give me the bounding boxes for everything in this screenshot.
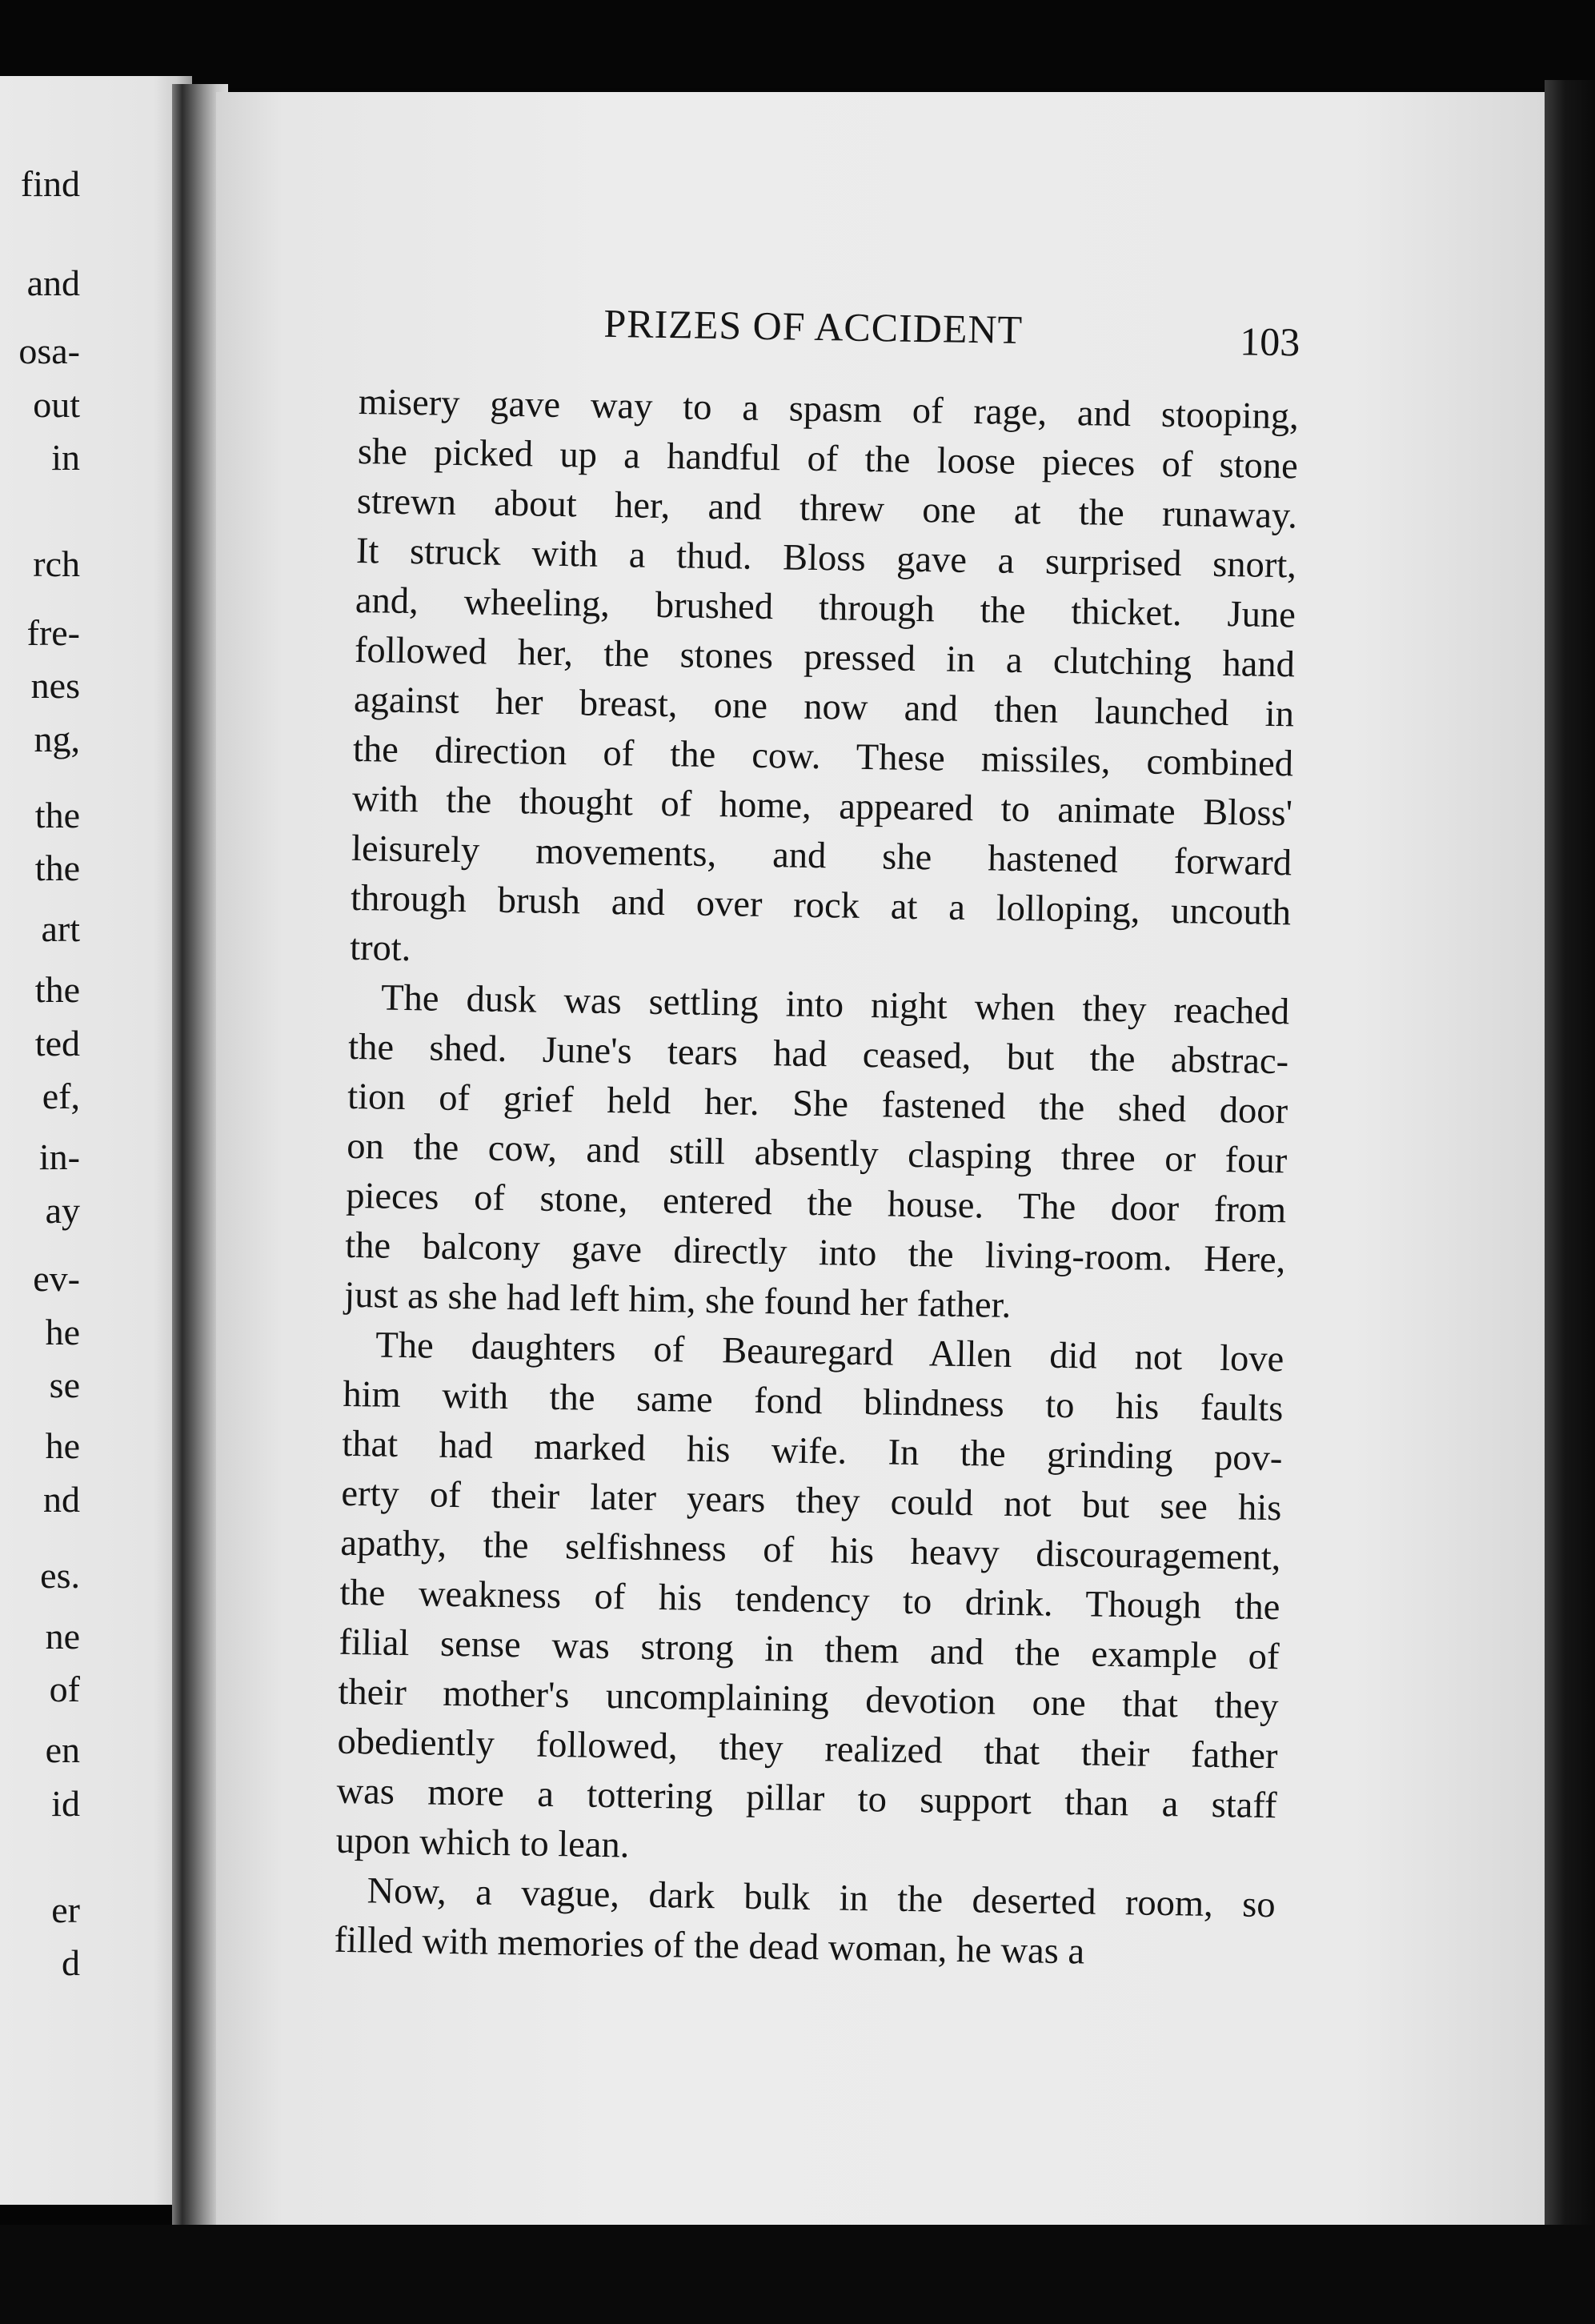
previous-page-fragment: and: [26, 262, 80, 303]
previous-page-fragment: the: [34, 795, 80, 835]
text-line: the direction of the cow. These missiles, combined: [352, 728, 1294, 785]
running-title: PRIZES OF ACCIDENT: [603, 300, 1024, 353]
previous-page-fragment: nes: [30, 665, 80, 706]
scan-top-border: [0, 0, 1595, 88]
text-line: The daughters of Beauregard Allen did not love: [375, 1324, 1284, 1380]
running-head: [359, 296, 1300, 375]
text-line: that had marked his wife. In the grinding pov-: [342, 1423, 1283, 1480]
previous-page-fragment: art: [41, 908, 80, 949]
page-content: [334, 296, 1300, 1980]
text-line: obediently followed, they realized that their father: [337, 1721, 1278, 1777]
text-line: with the thought of home, appeared to animate Bloss': [351, 778, 1293, 835]
text-line: filled with memories of the dead woman, he was a: [334, 1919, 1085, 1973]
previous-page-fragment: he: [45, 1425, 80, 1466]
text-line: him with the same fond blindness to his faults: [343, 1373, 1284, 1430]
text-line: on the cow, and still absently clasping three or four: [346, 1125, 1288, 1182]
previous-page-fragment: es.: [40, 1555, 80, 1596]
page-number: 103: [1239, 319, 1300, 365]
text-line: It struck with a thud. Bloss gave a surprised snort,: [355, 530, 1297, 587]
previous-page-fragment: id: [51, 1783, 80, 1824]
previous-page-fragment: out: [33, 384, 80, 425]
text-line: filial sense was strong in them and the example of: [339, 1621, 1280, 1678]
previous-page-fragment: the: [34, 847, 80, 888]
previous-page-fragment: the: [34, 969, 80, 1010]
previous-page-fragment: d: [62, 1942, 80, 1983]
previous-page-fragment: he: [45, 1312, 80, 1352]
text-line: the shed. June's tears had ceased, but the abstrac-: [347, 1026, 1289, 1083]
previous-page-fragment: nd: [43, 1479, 80, 1520]
text-line: she picked up a handful of the loose pieces of stone: [357, 431, 1299, 487]
previous-page-fragment: osa-: [18, 331, 80, 371]
previous-page-fragment: in: [51, 437, 80, 478]
previous-page-fragment: ef,: [42, 1076, 80, 1116]
previous-page-fragment: ev-: [33, 1258, 80, 1299]
text-line: and, wheeling, brushed through the thicket. June: [355, 579, 1296, 636]
previous-page-fragment: ne: [45, 1616, 80, 1657]
previous-page-fragment: ng,: [34, 719, 80, 759]
previous-page-fragments: [0, 76, 192, 2205]
body-text: [334, 378, 1299, 1980]
previous-page-fragment: en: [45, 1729, 80, 1770]
previous-page-fragment: ted: [34, 1023, 80, 1064]
text-line: tion of grief held her. She fastened the shed door: [347, 1076, 1288, 1132]
scan-bottom-border: [0, 2225, 1595, 2324]
text-line: leisurely movements, and she hastened forward: [351, 827, 1292, 884]
text-line: trot.: [349, 927, 411, 970]
previous-page-fragment: of: [49, 1669, 80, 1709]
text-line: the balcony gave directly into the living-room. Here,: [344, 1224, 1286, 1281]
text-line: erty of their later years they could not but see his: [341, 1473, 1282, 1529]
page-edge-shadow: [1545, 80, 1595, 2324]
text-line: against her breast, one now and then launched in: [353, 679, 1295, 735]
text-line: their mother's uncomplaining devotion one that they: [338, 1671, 1279, 1728]
previous-page-fragment: find: [20, 163, 80, 204]
text-line: Now, a vague, dark bulk in the deserted room, so: [367, 1870, 1276, 1926]
previous-page-fragment: ay: [45, 1190, 80, 1231]
text-line: misery gave way to a spasm of rage, and stooping,: [358, 381, 1300, 438]
previous-page-fragment: er: [51, 1889, 80, 1930]
text-line: through brush and over rock at a lolloping, uncouth: [350, 877, 1292, 934]
previous-page-fragment: se: [49, 1364, 80, 1405]
text-line: just as she had left him, she found her father.: [343, 1274, 1012, 1326]
previous-page-fragment: fre-: [26, 612, 80, 653]
previous-page-fragment: rch: [33, 543, 80, 584]
text-line: upon which to lean.: [335, 1820, 630, 1866]
text-line: followed her, the stones pressed in a clutching hand: [354, 629, 1296, 686]
previous-page-fragment: in-: [38, 1136, 80, 1177]
text-line: was more a tottering pillar to support than a staff: [336, 1770, 1277, 1827]
previous-page-edge: [0, 76, 192, 2205]
text-line: strewn about her, and threw one at the runaway.: [356, 480, 1298, 537]
text-line: pieces of stone, entered the house. The door from: [345, 1175, 1287, 1232]
text-line: the weakness of his tendency to drink. Though the: [339, 1572, 1280, 1629]
text-line: apathy, the selfishness of his heavy discouragement,: [340, 1522, 1281, 1579]
text-line: The dusk was settling into night when they reached: [380, 977, 1290, 1033]
